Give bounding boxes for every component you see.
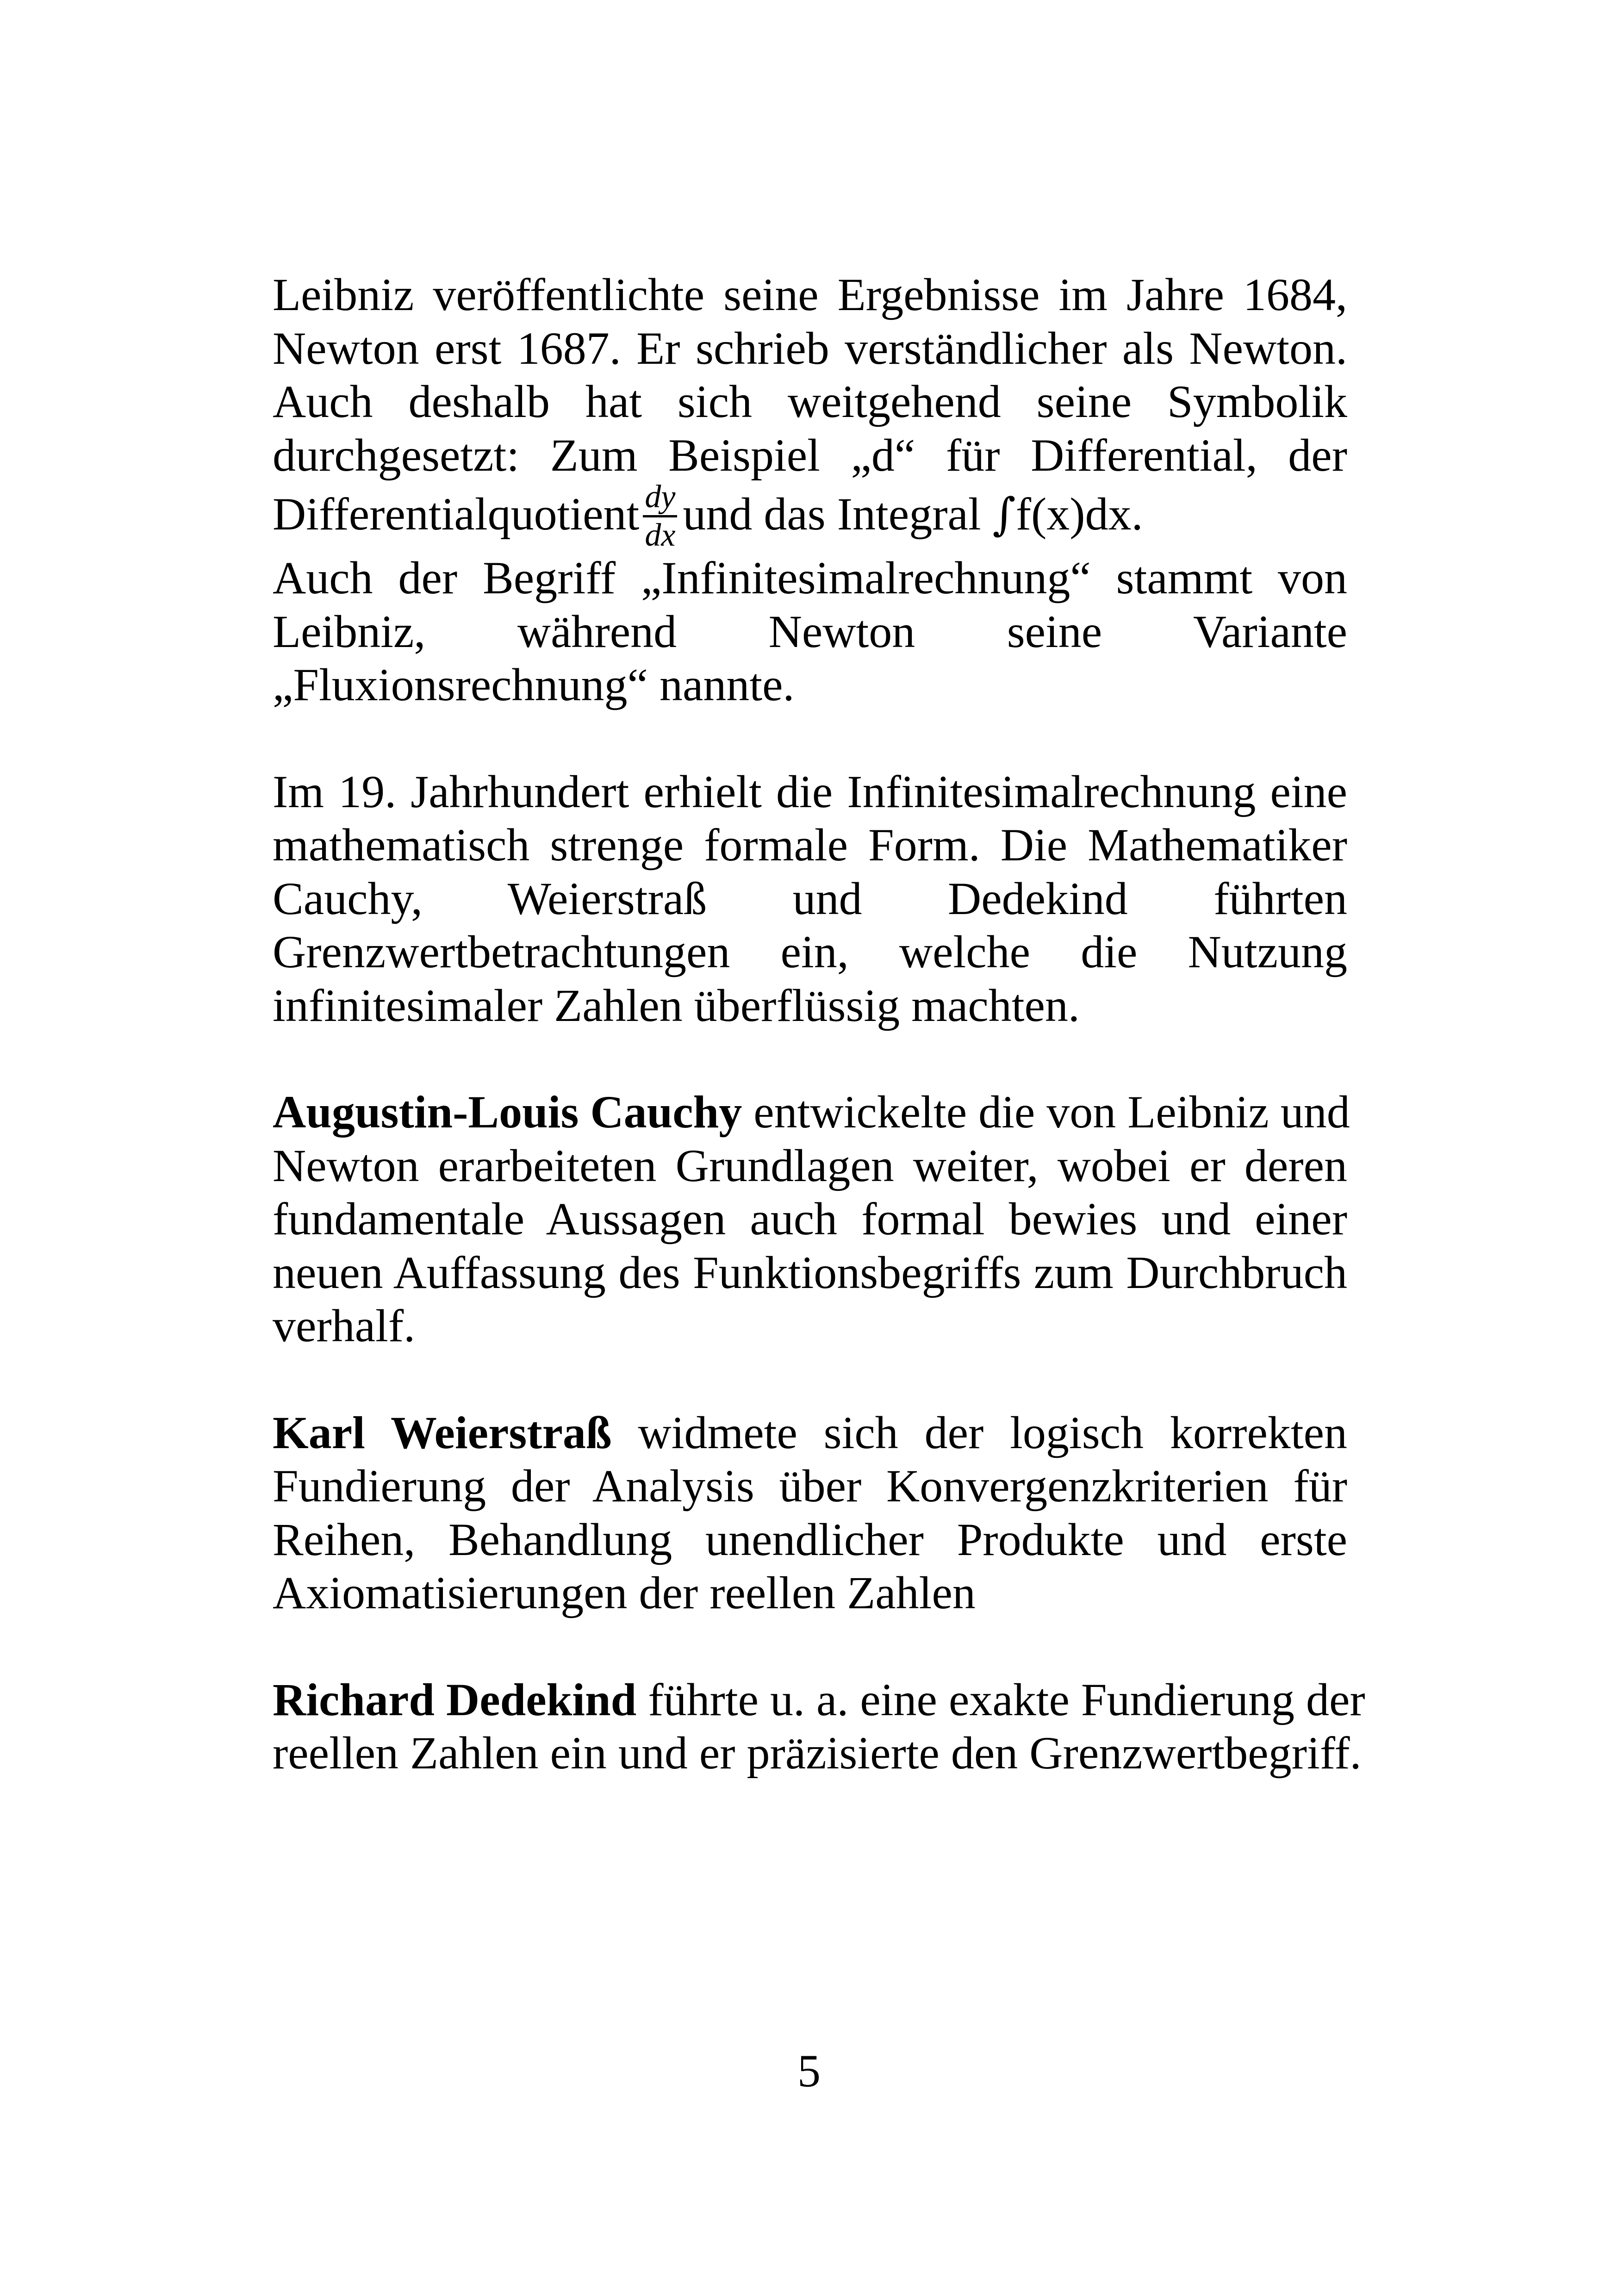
text-line: neuen Auffassung des Funktionsbegriffs zum Durchbruch: [273, 1246, 1347, 1298]
formula-line: [273, 477, 1347, 551]
text-line: mathematisch strenge formale Form. Die Mathematiker: [273, 819, 1347, 871]
text-line: „Fluxionsrechnung“ nannte.: [273, 659, 795, 710]
name-cauchy: Augustin-Louis Cauchy: [273, 1086, 742, 1138]
integral-sign: ∫: [992, 488, 1016, 540]
text-line: Reihen, Behandlung unendlicher Produkte und erste: [273, 1513, 1347, 1565]
text-line: Leibniz veröffentlichte seine Ergebnisse im Jahre 1684,: [273, 269, 1347, 320]
text-line: Fundierung der Analysis über Konvergenzkriterien für: [273, 1460, 1347, 1512]
text-line: Grenzwertbetrachtungen ein, welche die Nutzung: [273, 926, 1347, 977]
name-weierstrass: Karl Weierstraß: [273, 1406, 612, 1458]
formula-middle: und das Integral: [683, 488, 981, 540]
text-line: Im 19. Jahrhundert erhielt die Infinitesimalrechnung eine: [273, 765, 1347, 817]
differential-quotient-fraction: [643, 481, 677, 552]
paragraph-leibniz-notation: [273, 268, 1347, 712]
name-dedekind: Richard Dedekind: [273, 1674, 637, 1725]
text-line: [273, 1406, 1347, 1460]
text-line: Axiomatisierungen der reellen Zahlen: [273, 1567, 976, 1618]
text-line: [273, 1673, 1365, 1727]
text-line: Cauchy, Weierstraß und Dedekind führten: [273, 872, 1347, 924]
text-line: infinitesimaler Zahlen überflüssig machten.: [273, 979, 1080, 1031]
formula-prefix: Differentialquotient: [273, 488, 640, 540]
paragraph-cauchy: [273, 1085, 1350, 1353]
page-number: 5: [797, 2045, 821, 2097]
fraction-denominator: dx: [645, 517, 676, 553]
text-line: Auch deshalb hat sich weitgehend seine Symbolik: [273, 376, 1347, 427]
formula-suffix: f(x)dx.: [1015, 488, 1143, 540]
body-text: [273, 268, 1365, 1780]
paragraph-19th-century: [273, 765, 1347, 1033]
paragraph-dedekind: [273, 1673, 1365, 1780]
fraction-numerator: dy: [643, 481, 677, 517]
text-line: Newton erarbeiteten Grundlagen weiter, wobei er deren: [273, 1139, 1347, 1191]
text-line: Newton erst 1687. Er schrieb verständlicher als Newton.: [273, 322, 1347, 374]
text-line: reellen Zahlen ein und er präzisierte den Grenzwertbegriff.: [273, 1727, 1362, 1779]
text-line: [273, 1085, 1350, 1139]
text-fragment: widmete sich der logisch korrekten: [611, 1406, 1347, 1458]
text-line: verhalf.: [273, 1300, 416, 1351]
text-fragment: führte u. a. eine exakte Fundierung der: [636, 1674, 1365, 1725]
text-line: durchgesetzt: Zum Beispiel „d“ für Differential, der: [273, 429, 1347, 481]
text-line: fundamentale Aussagen auch formal bewies und einer: [273, 1193, 1347, 1244]
text-line: Leibniz, während Newton seine Variante: [273, 605, 1347, 657]
paragraph-weierstrass: [273, 1406, 1347, 1620]
text-fragment: entwickelte die von Leibniz und: [742, 1086, 1350, 1138]
text-line: Auch der Begriff „Infinitesimalrechnung“ stammt von: [273, 552, 1347, 604]
